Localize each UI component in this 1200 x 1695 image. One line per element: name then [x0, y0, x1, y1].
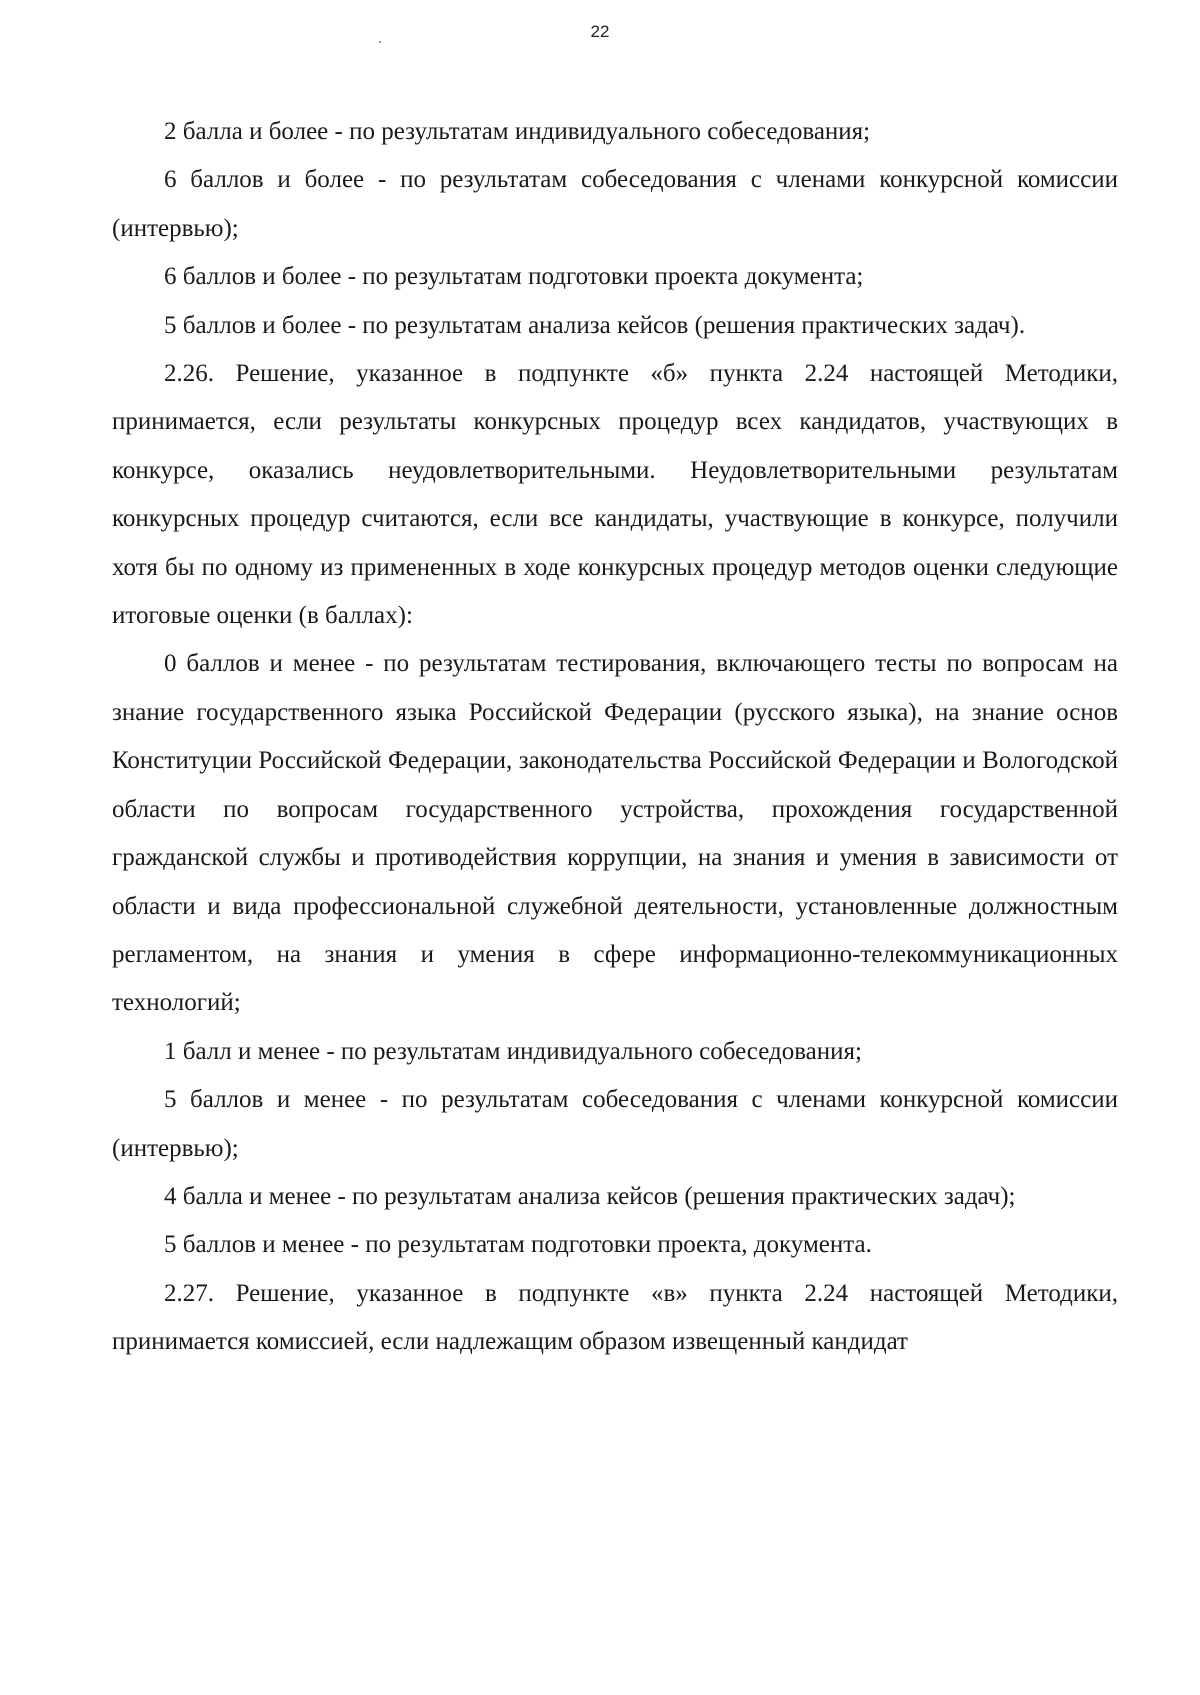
paragraph-score-commission-min: 5 баллов и менее - по результатам собеседования с членами конкурсной комиссии (интервью); [112, 1086, 1118, 1162]
document-body [112, 108, 1118, 1367]
paragraph-score-case-min: 4 балла и менее - по результатам анализа кейсов (решения практических задач); [164, 1182, 1016, 1210]
paragraph-score-draft-min: 5 баллов и менее - по результатам подготовки проекта, документа. [164, 1231, 872, 1259]
paragraph-score-draft-document: 6 баллов и более - по результатам подготовки проекта документа; [164, 263, 864, 291]
page-number: 22 [590, 22, 610, 41]
scan-artifact [379, 41, 381, 43]
paragraph-score-interview-individual: 2 балла и более - по результатам индивидуального собеседования; [164, 118, 871, 145]
paragraph-score-commission-interview: 6 баллов и более - по результатам собеседования с членами конкурсной комиссии (интервью); [112, 166, 1118, 242]
paragraph-score-case-analysis: 5 баллов и более - по результатам анализа кейсов (решения практических задач). [164, 311, 1026, 339]
paragraph-score-testing-min: 0 баллов и менее - по результатам тестирования, включающего тесты по вопросам на знание государственного языка Российской Федерации (русского языка), на знание основ Конституции Российской Федерации, законодательства Российской Федерации и Вологодской области по вопросам государственного устройства, прохождения государственной гражданской службы и противодействия коррупции, на знания и умения в зависимости от области и вида профессиональной служебной деятельности, установленные должностным регламентом, на знания и умения в сфере информационно-телекоммуникационных технологий; [112, 650, 1118, 1017]
paragraph-score-individual-min: 1 балл и менее - по результатам индивидуального собеседования; [164, 1037, 862, 1065]
paragraph-2-26: 2.26. Решение, указанное в подпункте «б» пункта 2.24 настоящей Методики, принимается, если результаты конкурсных процедур всех кандидатов, участвующих в конкурсе, оказались неудовлетворительными. Неудовлетворительными результатам конкурсных процедур считаются, если все кандидаты, участвующие в конкурсе, получили хотя бы по одному из примененных в ходе конкурсных процедур методов оценки следующие итоговые оценки (в баллах): [112, 360, 1118, 630]
paragraph-2-27: 2.27. Решение, указанное в подпункте «в» пункта 2.24 настоящей Методики, принимается комиссией, если надлежащим образом извещенный кандидат [112, 1279, 1118, 1356]
